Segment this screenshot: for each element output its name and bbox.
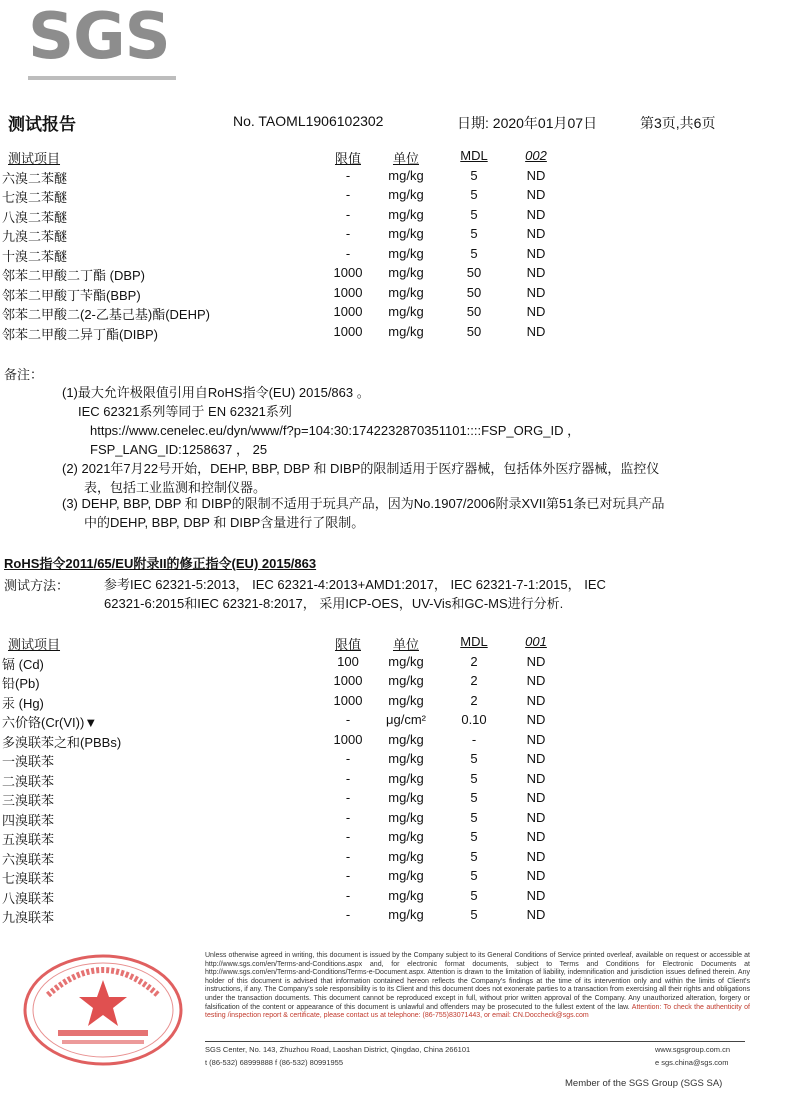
- company-address: SGS Center, No. 143, Zhuzhou Road, Laoshan District, Qingdao, China 266101: [205, 1045, 471, 1054]
- cell-item: 六溴二苯醚: [2, 170, 68, 186]
- col-limit-header: 限值: [334, 151, 361, 166]
- cell-unit: mg/kg: [388, 907, 424, 922]
- logo-underline: [28, 76, 176, 80]
- cell-mdl: 50: [466, 284, 482, 300]
- method-line-1: 参考IEC 62321-5:2013， IEC 62321-4:2013+AMD1:2017， IEC 62321-7-1:2015， IEC: [104, 577, 606, 592]
- cell-limit: 1000: [333, 304, 363, 319]
- table-row: [0, 302, 800, 322]
- cell-mdl: 5: [470, 187, 478, 202]
- col-item-header: 测试项目: [8, 637, 61, 652]
- cell-result: ND: [526, 167, 546, 183]
- group-membership: Member of the SGS Group (SGS SA): [565, 1078, 723, 1089]
- col-unit-header: 单位: [392, 151, 419, 166]
- cell-unit: mg/kg: [388, 809, 424, 825]
- cell-result: ND: [526, 187, 546, 202]
- table-row: [0, 808, 800, 828]
- table-row: [0, 283, 800, 303]
- table-row: [0, 671, 800, 691]
- cell-limit: -: [345, 712, 351, 727]
- table-row: [0, 749, 800, 769]
- table-row: [0, 185, 800, 205]
- cell-unit: mg/kg: [388, 245, 424, 261]
- cell-mdl: 50: [466, 304, 482, 319]
- cell-mdl: 5: [470, 167, 478, 183]
- note-1-line-2: IEC 62321系列等同于 EN 62321系列: [78, 404, 292, 419]
- method-label: 测试方法：: [4, 578, 70, 593]
- cell-unit: mg/kg: [388, 304, 424, 319]
- cell-unit: μg/cm²: [386, 712, 426, 727]
- table-row: [0, 166, 800, 186]
- table-row: [0, 710, 800, 730]
- cell-item: 六溴联苯: [2, 851, 55, 867]
- cell-mdl: 5: [470, 907, 478, 922]
- cell-item: 镉 (Cd): [2, 656, 44, 672]
- cell-limit: -: [345, 206, 351, 222]
- cell-result: ND: [526, 673, 546, 688]
- cell-unit: mg/kg: [388, 673, 424, 688]
- note-2-line-1: (2) 2021年7月22号开始，DEHP, BBP, DBP 和 DIBP的限制适用于医疗器械，包括体外医疗器械，监控仪: [62, 461, 660, 476]
- cell-unit: mg/kg: [388, 265, 424, 280]
- cell-result: ND: [526, 790, 546, 805]
- table-body: [0, 166, 800, 342]
- table-body: [0, 652, 800, 925]
- cell-unit: mg/kg: [388, 751, 424, 766]
- table-row: [0, 827, 800, 847]
- cell-unit: mg/kg: [388, 187, 424, 202]
- cell-mdl: 5: [470, 751, 478, 766]
- cell-item: 一溴联苯: [2, 754, 55, 769]
- cell-mdl: 0.10: [461, 712, 487, 727]
- cell-limit: -: [345, 751, 351, 766]
- cell-mdl: 50: [466, 323, 482, 339]
- footer-divider: [205, 1041, 745, 1042]
- cell-mdl: 5: [470, 809, 478, 825]
- cell-mdl: 2: [470, 653, 478, 669]
- sgs-logo: SGS: [28, 0, 170, 74]
- col-result-header: 001: [525, 634, 547, 649]
- cell-result: ND: [526, 323, 546, 339]
- note-1-line-1: (1)最大允许极限值引用自RoHS指令(EU) 2015/863 。: [62, 385, 370, 400]
- table-header: [0, 146, 800, 166]
- cell-mdl: 5: [470, 868, 478, 883]
- cell-limit: -: [345, 868, 351, 883]
- cell-result: ND: [526, 907, 546, 922]
- cell-limit: 1000: [333, 673, 363, 688]
- disclaimer-text: Unless otherwise agreed in writing, this document is issued by the Company subject to its General Conditions of Service printed overleaf, available on request or accessible at http://www.sgs.com/en/Terms-and-Conditions.aspx and, for electronic format documents, subject to Terms and Conditions for Electronic Documents at http://www.sgs.com/en/Terms-and-Conditions/Terms-e-Document.aspx. Attention is drawn to the limitation of liability, indemnification and jurisdiction issues defined therein. Any holder of this document is advised that information contained hereon reflects the Company's findings at the time of its intervention only and within the limits of Client's instructions, if any. The Company's sole responsibility is to its Client and this document does not exonerate parties to a transaction from exercising all their rights and obligations under the transaction documents. This document cannot be reproduced except in full, without prior written approval of the Company. Any unauthorized alteration, forgery or falsification of the content or appearance of this document is unlawful and offenders may be prosecuted to the fullest extent of the law.: [205, 952, 750, 1011]
- cell-item: 九溴联苯: [2, 910, 55, 925]
- cell-result: ND: [526, 304, 546, 319]
- cell-item: 三溴联苯: [2, 793, 55, 808]
- cell-mdl: 50: [466, 265, 482, 280]
- table-row: [0, 652, 800, 672]
- cell-result: ND: [526, 712, 546, 727]
- cell-item: 七溴二苯醚: [2, 190, 68, 205]
- table-row: [0, 205, 800, 225]
- cell-unit: mg/kg: [388, 167, 424, 183]
- company-email-link[interactable]: e sgs.china@sgs.com: [655, 1058, 729, 1067]
- company-seal-icon: [18, 950, 188, 1070]
- cell-mdl: 2: [470, 673, 478, 688]
- col-unit-header: 单位: [392, 637, 419, 652]
- results-table-1: [0, 146, 800, 341]
- authenticity-notice[interactable]: Attention: To check the authenticity of testing /inspection report & certificate, please contact us at telephone: (86-755)83071443, or email: CN.Doccheck@sgs.com: [205, 1003, 751, 1020]
- cell-mdl: 2: [470, 692, 478, 708]
- table-row: [0, 730, 800, 750]
- cell-limit: -: [345, 829, 351, 844]
- cell-unit: mg/kg: [388, 284, 424, 300]
- method-line-2: 62321-6:2015和IEC 62321-8:2017， 采用ICP-OES，UV-Vis和GC-MS进行分析.: [104, 596, 564, 611]
- note-3-line-1: (3) DEHP, BBP, DBP 和 DIBP的限制不适用于玩具产品，因为No.1907/2006附录XVII第51条已对玩具产品: [62, 496, 665, 511]
- page-title: 测试报告: [8, 115, 76, 134]
- cell-mdl: 5: [470, 226, 478, 241]
- cell-unit: mg/kg: [388, 653, 424, 669]
- cell-result: ND: [526, 868, 546, 883]
- table-row: [0, 244, 800, 264]
- col-item-header: 测试项目: [8, 151, 61, 166]
- company-phone: t (86-532) 68999888 f (86-532) 80991955: [205, 1058, 344, 1067]
- cell-item: 邻苯二甲酸二(2-乙基己基)酯(DEHP): [2, 307, 210, 322]
- cell-item: 八溴二苯醚: [2, 209, 68, 225]
- table-row: [0, 886, 800, 906]
- cell-limit: -: [345, 907, 351, 922]
- cell-limit: -: [345, 770, 351, 786]
- cell-limit: -: [345, 245, 351, 261]
- cell-result: ND: [526, 284, 546, 300]
- cell-limit: -: [345, 887, 351, 903]
- cell-unit: mg/kg: [388, 829, 424, 844]
- cell-item: 五溴联苯: [2, 832, 55, 847]
- col-mdl-header: MDL: [460, 148, 488, 163]
- cell-mdl: 5: [470, 245, 478, 261]
- cell-unit: mg/kg: [388, 731, 424, 747]
- cell-item: 八溴联苯: [2, 890, 55, 906]
- table-header: [0, 632, 800, 652]
- cell-mdl: 5: [470, 790, 478, 805]
- page-indicator: 第3页,共6页: [640, 115, 716, 131]
- cell-item: 六价铬(Cr(VI))▼: [2, 715, 98, 730]
- report-date: 日期: 2020年01月07日: [457, 115, 598, 131]
- cell-result: ND: [526, 653, 546, 669]
- cell-item: 多溴联苯之和(PBBs): [2, 734, 122, 750]
- cell-result: ND: [526, 226, 546, 241]
- table-row: [0, 788, 800, 808]
- cell-result: ND: [526, 770, 546, 786]
- cell-limit: -: [345, 809, 351, 825]
- col-result-header: 002: [525, 148, 547, 163]
- cell-unit: mg/kg: [388, 848, 424, 864]
- legal-disclaimer: [205, 952, 750, 1021]
- cell-mdl: 5: [470, 887, 478, 903]
- cell-result: ND: [526, 692, 546, 708]
- cell-result: ND: [526, 265, 546, 280]
- cell-limit: 100: [337, 653, 359, 669]
- cell-mdl: 5: [470, 848, 478, 864]
- cell-limit: 1000: [333, 265, 363, 280]
- col-mdl-header: MDL: [460, 634, 488, 649]
- cell-mdl: 5: [470, 206, 478, 222]
- cell-unit: mg/kg: [388, 323, 424, 339]
- cell-item: 邻苯二甲酸二丁酯 (DBP): [2, 268, 146, 283]
- note-3-line-2: 中的DEHP, BBP, DBP 和 DIBP含量进行了限制。: [84, 515, 365, 530]
- cell-limit: 1000: [333, 731, 363, 747]
- cell-mdl: 5: [470, 829, 478, 844]
- cell-limit: -: [345, 167, 351, 183]
- cell-item: 七溴联苯: [2, 871, 55, 886]
- cell-item: 十溴二苯醚: [2, 248, 68, 264]
- table-row: [0, 322, 800, 342]
- report-number: No. TAOML1906102302: [233, 113, 384, 129]
- table-row: [0, 847, 800, 867]
- cell-item: 铅(Pb): [2, 676, 40, 691]
- company-website-link[interactable]: www.sgsgroup.com.cn: [655, 1045, 731, 1054]
- cell-item: 邻苯二甲酸丁苄酯(BBP): [2, 287, 141, 303]
- cell-limit: -: [345, 848, 351, 864]
- table-row: [0, 691, 800, 711]
- col-limit-header: 限值: [334, 637, 361, 652]
- cell-limit: 1000: [333, 284, 363, 300]
- cell-unit: mg/kg: [388, 868, 424, 883]
- cell-unit: mg/kg: [388, 206, 424, 222]
- notes-title: 备注：: [4, 367, 44, 382]
- table-row: [0, 866, 800, 886]
- cell-result: ND: [526, 887, 546, 903]
- cell-result: ND: [526, 245, 546, 261]
- results-table-2: [0, 632, 800, 925]
- cell-limit: -: [345, 790, 351, 805]
- note-1-line-4: FSP_LANG_ID:1258637 ， 25: [90, 442, 268, 457]
- cell-result: ND: [526, 848, 546, 864]
- method-text: [104, 575, 684, 613]
- cell-item: 汞 (Hg): [2, 695, 44, 711]
- table-row: [0, 263, 800, 283]
- cell-unit: mg/kg: [388, 692, 424, 708]
- table-row: [0, 905, 800, 925]
- cell-unit: mg/kg: [388, 226, 424, 241]
- cell-item: 二溴联苯: [2, 773, 55, 789]
- cell-limit: -: [345, 187, 351, 202]
- note-2-line-2: 表，包括工业监测和控制仪器。: [84, 480, 267, 495]
- cell-mdl: -: [471, 731, 477, 747]
- cell-limit: 1000: [333, 692, 363, 708]
- cell-result: ND: [526, 731, 546, 747]
- cell-item: 九溴二苯醚: [2, 229, 68, 244]
- cell-mdl: 5: [470, 770, 478, 786]
- note-1-line-3: https://www.cenelec.eu/dyn/www/f?p=104:30:1742232870351101::::FSP_ORG_ID ，: [90, 423, 581, 438]
- table-row: [0, 769, 800, 789]
- cell-unit: mg/kg: [388, 770, 424, 786]
- section-title: RoHS指令2011/65/EU附录II的修正指令(EU) 2015/863: [4, 556, 317, 571]
- cell-unit: mg/kg: [388, 790, 424, 805]
- cell-result: ND: [526, 809, 546, 825]
- cell-limit: -: [345, 226, 351, 241]
- cell-limit: 1000: [333, 323, 363, 339]
- cell-unit: mg/kg: [388, 887, 424, 903]
- cell-result: ND: [526, 829, 546, 844]
- cell-result: ND: [526, 206, 546, 222]
- cell-item: 邻苯二甲酸二异丁酯(DIBP): [2, 326, 159, 342]
- table-row: [0, 224, 800, 244]
- cell-item: 四溴联苯: [2, 812, 55, 828]
- cell-result: ND: [526, 751, 546, 766]
